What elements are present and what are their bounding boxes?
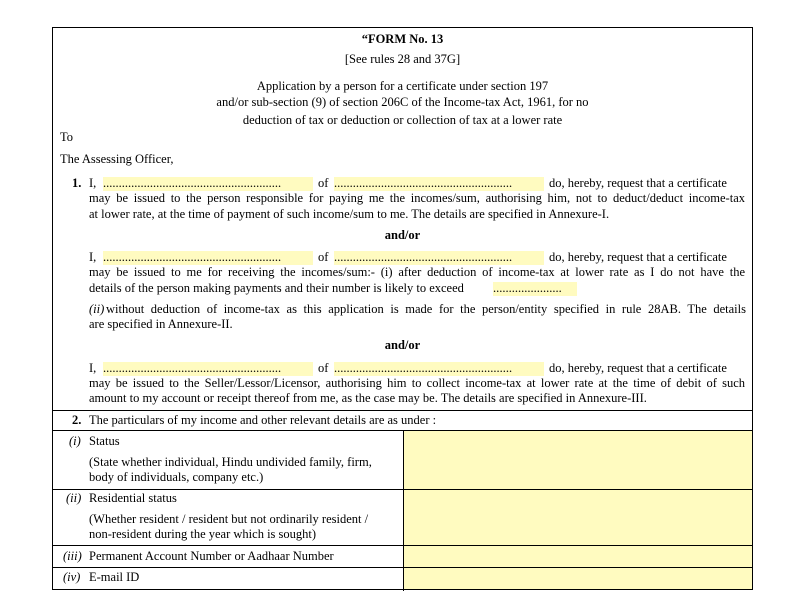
para1-name-field[interactable]: ......................................................... [103,176,313,191]
row-divider-2 [52,545,753,546]
addressee-to: To [60,130,74,144]
para2-line5: are specified in Annexure-II. [89,317,233,331]
para2-count-field[interactable]: ...................... [493,281,577,296]
row-status-note2: body of individuals, company etc.) [89,470,264,484]
para3-line3: amount to my account or receipt thereof from me, as the case may be. The details are specified in Annexure-III. [89,391,647,405]
para1-of: of [318,176,329,190]
para3-name-field[interactable]: ......................................................... [103,361,313,376]
para1-request: do, hereby, request that a certificate [549,176,727,190]
row-email-number: (iv) [63,570,81,584]
table-top-border [52,410,753,411]
row-residential-note1: (Whether resident / resident but not ordinarily resident / [89,512,369,526]
table-bottom-border [52,589,753,590]
row-residential-note2: non-resident during the year which is sought) [89,527,317,541]
para1-number: 1. [72,176,82,190]
para3-of: of [318,361,329,375]
para3-line2: may be issued to the Seller/Lessor/Licensor, authorising him to collect income-tax at lower rate at the time of debit of such [89,376,745,390]
form-description-line2: and/or sub-section (9) of section 206C of the Income-tax Act, 1961, for no [216,95,589,109]
para3-i: I, [89,361,97,375]
para2-name-field[interactable]: ......................................................... [103,250,313,265]
row-status-number: (i) [69,434,81,448]
addressee-officer: The Assessing Officer, [60,152,174,166]
para3-address-field[interactable]: ......................................................... [334,361,544,376]
para2-line4: without deduction of income-tax as this application is made for the person/entity specified in rule 28AB. The details [106,302,746,316]
para1-address-field[interactable]: ......................................................... [334,176,544,191]
section2-number: 2. [72,413,82,427]
row-residential-number: (ii) [66,491,82,505]
row-residential-label: Residential status [89,491,177,505]
section2-text: The particulars of my income and other relevant details are as under : [89,413,437,427]
para2-line4-prefix: (ii) [89,302,105,316]
para1-i: I, [89,176,97,190]
para1-line2: may be issued to the person responsible for paying me the incomes/sum, authorising him, not to deduct/deduct income-tax [89,191,745,205]
row-divider-1 [52,489,753,490]
para2-request: do, hereby, request that a certificate [549,250,727,264]
status-value-field[interactable] [404,431,752,489]
para2-of: of [318,250,329,264]
row-pan-number: (iii) [63,549,82,563]
para2-line2: may be issued to me for receiving the incomes/sum:- (i) after deduction of income-tax at lower rate as I do not have the [89,265,745,279]
para2-line3: details of the person making payments and their number is likely to exceed [89,281,464,295]
form-title: “FORM No. 13 [361,32,444,46]
form-description-line3: deduction of tax or deduction or collection of tax at a lower rate [242,113,563,127]
para1-line3: at lower rate, at the time of payment of such income/sum to me. The details are specified in Annexure-I. [89,207,610,221]
andor-separator-2: and/or [384,338,421,352]
residential-status-value-field[interactable] [404,490,752,545]
row-email-label: E-mail ID [89,570,140,584]
para2-i: I, [89,250,97,264]
row-pan-label: Permanent Account Number or Aadhaar Number [89,549,334,563]
row-status-label: Status [89,434,120,448]
rules-reference: [See rules 28 and 37G] [344,52,461,66]
para3-request: do, hereby, request that a certificate [549,361,727,375]
para2-address-field[interactable]: ......................................................... [334,250,544,265]
row-divider-3 [52,567,753,568]
andor-separator-1: and/or [384,228,421,242]
form-description-line1: Application by a person for a certificate under section 197 [256,79,549,93]
pan-aadhaar-value-field[interactable] [404,546,752,567]
row-status-note1: (State whether individual, Hindu undivided family, firm, [89,455,372,469]
email-value-field[interactable] [404,568,752,589]
